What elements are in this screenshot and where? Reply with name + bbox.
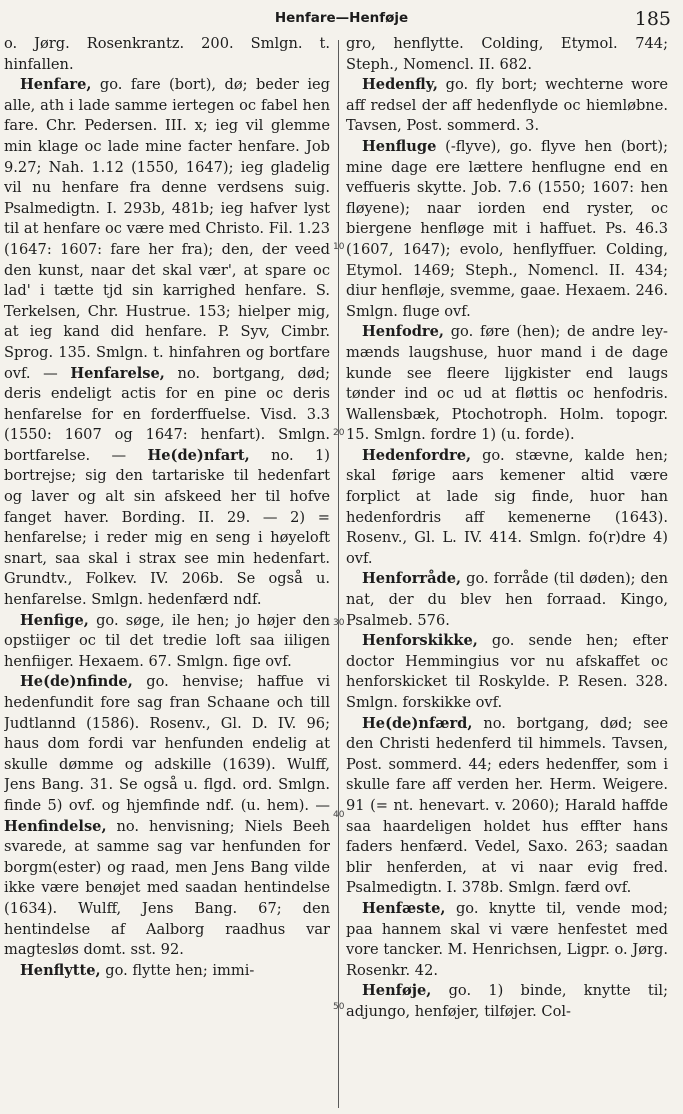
- column-divider: [338, 40, 339, 1108]
- dictionary-entry: [346, 137, 668, 322]
- running-head: Henfare—Henføje: [274, 10, 409, 26]
- entry-text: go. føre (hen); de andre ley-mænds laugshuse, huor mand i de dage kunde see fleere lijgkister end laugs tønder ind oc ud at fløttis oc henfodris. Wallensbæk, Ptochotroph. Holm. topogr. 15. Smlgn. fordre 1) (u. forde).: [346, 323, 668, 444]
- entry-text: go. knytte til, vende mod; paa hannem skal vi være henfestet med vore tancker. M. Henrichsen, Ligpr. o. Jørg. Rosenkr. 42.: [346, 899, 668, 979]
- line-number: 20: [333, 428, 345, 438]
- entry-text: go. søge, ile hen; jo højer den opstiiger oc til det tredie loft saa iiligen henfiiger. Hexaem. 67. Smlgn. fige ovf.: [4, 611, 330, 670]
- dictionary-entry: [4, 75, 330, 610]
- dictionary-entry: [346, 714, 668, 899]
- page-header: [0, 6, 683, 34]
- line-number: 40: [333, 810, 345, 820]
- entry-headword: Henfarelse,: [70, 364, 165, 382]
- dictionary-entry: [346, 446, 668, 570]
- entry-text: go. stævne, kalde hen; skal førige aars kemener altid være forplict at lade sig finde, huor han hedenfordris aff kemenerne (1643). Rosenv., Gl. L. IV. 414. Smlgn. fo(r)dre 4) ovf.: [346, 446, 668, 567]
- dictionary-entry: [4, 34, 330, 75]
- page-number: 185: [634, 8, 671, 30]
- dictionary-entry: [346, 631, 668, 713]
- entry-text: (-flyve), go. flyve hen (bort); mine dage ere lættere henflugne end en veffueris skytte. Job. 7.6 (1550; 1607: hen fløyene); naar iorden end ryster, oc biergene henfløge mit i haffuet. Ps. 46.3 (1607, 1647); evolo, henflyffuer. Colding, Etymol. 1469; Steph., Nomencl. II. 434; diur henfløje, svemme, gaae. Hexaem. 246. Smlgn. fluge ovf.: [346, 137, 668, 320]
- entry-headword: Henfare,: [20, 76, 92, 94]
- dictionary-entry: [346, 75, 668, 137]
- line-number: 50: [333, 1002, 345, 1012]
- dictionary-entry: [346, 981, 668, 1022]
- entry-text: go. fare (bort), dø; beder ieg alle, ath i lade samme iertegen oc fabel hen fare. Chr. Pedersen. III. x; ieg vil glemme min klage oc lade mine facter henfare. Job 9.27; Nah. 1.12 (1550, 1647); ieg gladelig vil nu henfare fra denne verdsens suig. Psalmedigtn. I. 293b, 481b; ieg hafver lyst til at henfare oc være med Christo. Fil. 1.23 (1647: 1607: fare her fra); den, der veed den kunst, naar det skal vær', at spare oc lad' i tætte tjd sin karrighed henfare. S. Terkelsen, Chr. Hustrue. 153; hielper mig, at ieg kand did henfare. P. Syv, Cimbr. Sprog. 135. Smlgn. t. hinfahren og bortfare ovf. —: [4, 76, 330, 382]
- dictionary-entry: [346, 899, 668, 981]
- dictionary-entry: [346, 569, 668, 631]
- entry-text: go. henvise; haffue vi hedenfundit fore sag fran Schaane och till Judtlannd (1586). Rosenv., Gl. D. IV. 96; haus dom fordi var henfunden endelig at skulle dømme og adskille (1639). Wulff, Jens Bang. 31. Se også u. flgd. ord. Smlgn. finde 5) ovf. og hjemfinde ndf. (u. hem). —: [4, 673, 330, 814]
- entry-headword: Henforråde,: [362, 570, 462, 588]
- entry-headword: He(de)nfart,: [147, 446, 250, 464]
- entry-headword: Henflytte,: [20, 961, 101, 979]
- entry-text: go. forråde (til døden); den nat, der du blev hen forraad. Kingo, Psalmeb. 576.: [346, 570, 668, 629]
- entry-headword: He(de)nfærd,: [362, 714, 473, 732]
- entry-text: go. flytte hen; immi-: [100, 961, 255, 979]
- entry-headword: Henfluge: [362, 137, 437, 155]
- entry-headword: Hedenfordre,: [362, 446, 472, 464]
- entry-headword: Henfæste,: [362, 899, 446, 917]
- right-column: [346, 34, 668, 1112]
- dictionary-entry: [346, 34, 668, 75]
- entry-headword: Henfindelse,: [4, 817, 107, 835]
- entry-text: o. Jørg. Rosenkrantz. 200. Smlgn. t. hinfallen.: [4, 35, 330, 73]
- entry-headword: Henføje,: [362, 982, 432, 1000]
- entry-headword: Hedenfly,: [362, 76, 438, 94]
- entry-text: go. sende hen; efter doctor Hemmingius vor nu afskaffet oc henforskicket til Roskylde. P. Resen. 328. Smlgn. forskikke ovf.: [346, 632, 668, 711]
- entry-text: no. bortgang, død; deris endeligt actis for en pine oc deris henfarelse for en forderffuelse. Visd. 3.3 (1550: 1607 og 1647: henfart). Smlgn. bortfarelse. —: [4, 364, 330, 464]
- entry-headword: He(de)nfinde,: [20, 673, 133, 691]
- entry-text: gro, henflytte. Colding, Etymol. 744; Steph., Nomencl. II. 682.: [346, 35, 668, 73]
- dictionary-entry: [4, 961, 330, 982]
- dictionary-entry: [4, 672, 330, 960]
- line-number: 10: [333, 242, 345, 252]
- entry-text: no. bortgang, død; see den Christi hedenferd til himmels. Tavsen, Post. sommerd. 44; eders hedenffer, som i skulle fare aff verden her. Herm. Weigere. 91 (= nt. henevart. v. 2060); Harald haffde saa haardeligen holdet hus effter hans faders henfærd. Vedel, Saxo. 263; saadan blir henferden, at vi naar evig fred. Psalmedigtn. I. 378b. Smlgn. færd ovf.: [346, 714, 668, 897]
- entry-text: go. fly bort; wechterne wore aff redsel der aff hedenflyde oc hiemløbne. Tavsen, Post. sommerd. 3.: [346, 76, 668, 135]
- entry-text: go. 1) binde, knytte til; adjungo, henføjer, tilføjer. Col-: [346, 982, 668, 1020]
- entry-headword: Henfodre,: [362, 323, 444, 341]
- line-number: 30: [333, 618, 345, 628]
- entry-headword: Henforskikke,: [362, 632, 478, 650]
- entry-text: no. henvisning; Niels Beeh svarede, at samme sag var henfunden for borgm(ester) og raad, men Jens Bang vilde ikke være benøjet med saadan hentindelse (1634). Wulff, Jens Bang. 67; den hentindelse af Aalborg raadhus var magtesløs domt. sst. 92.: [4, 817, 330, 959]
- dictionary-entry: [346, 322, 668, 446]
- dictionary-entry: [4, 611, 330, 673]
- entry-text: no. 1) bortrejse; sig den tartariske til hedenfart og laver og alt sin afskeed her til hofve fanget haver. Bording. II. 29. — 2) = henfarelse; i reder mig en seng i høyeloft snart, saa skal i strax see min hedenfart. Grundtv., Folkev. IV. 206b. Se også u. henfarelse. Smlgn. hedenfærd ndf.: [4, 446, 330, 609]
- entry-headword: Henfige,: [20, 611, 89, 629]
- left-column: [4, 34, 330, 1112]
